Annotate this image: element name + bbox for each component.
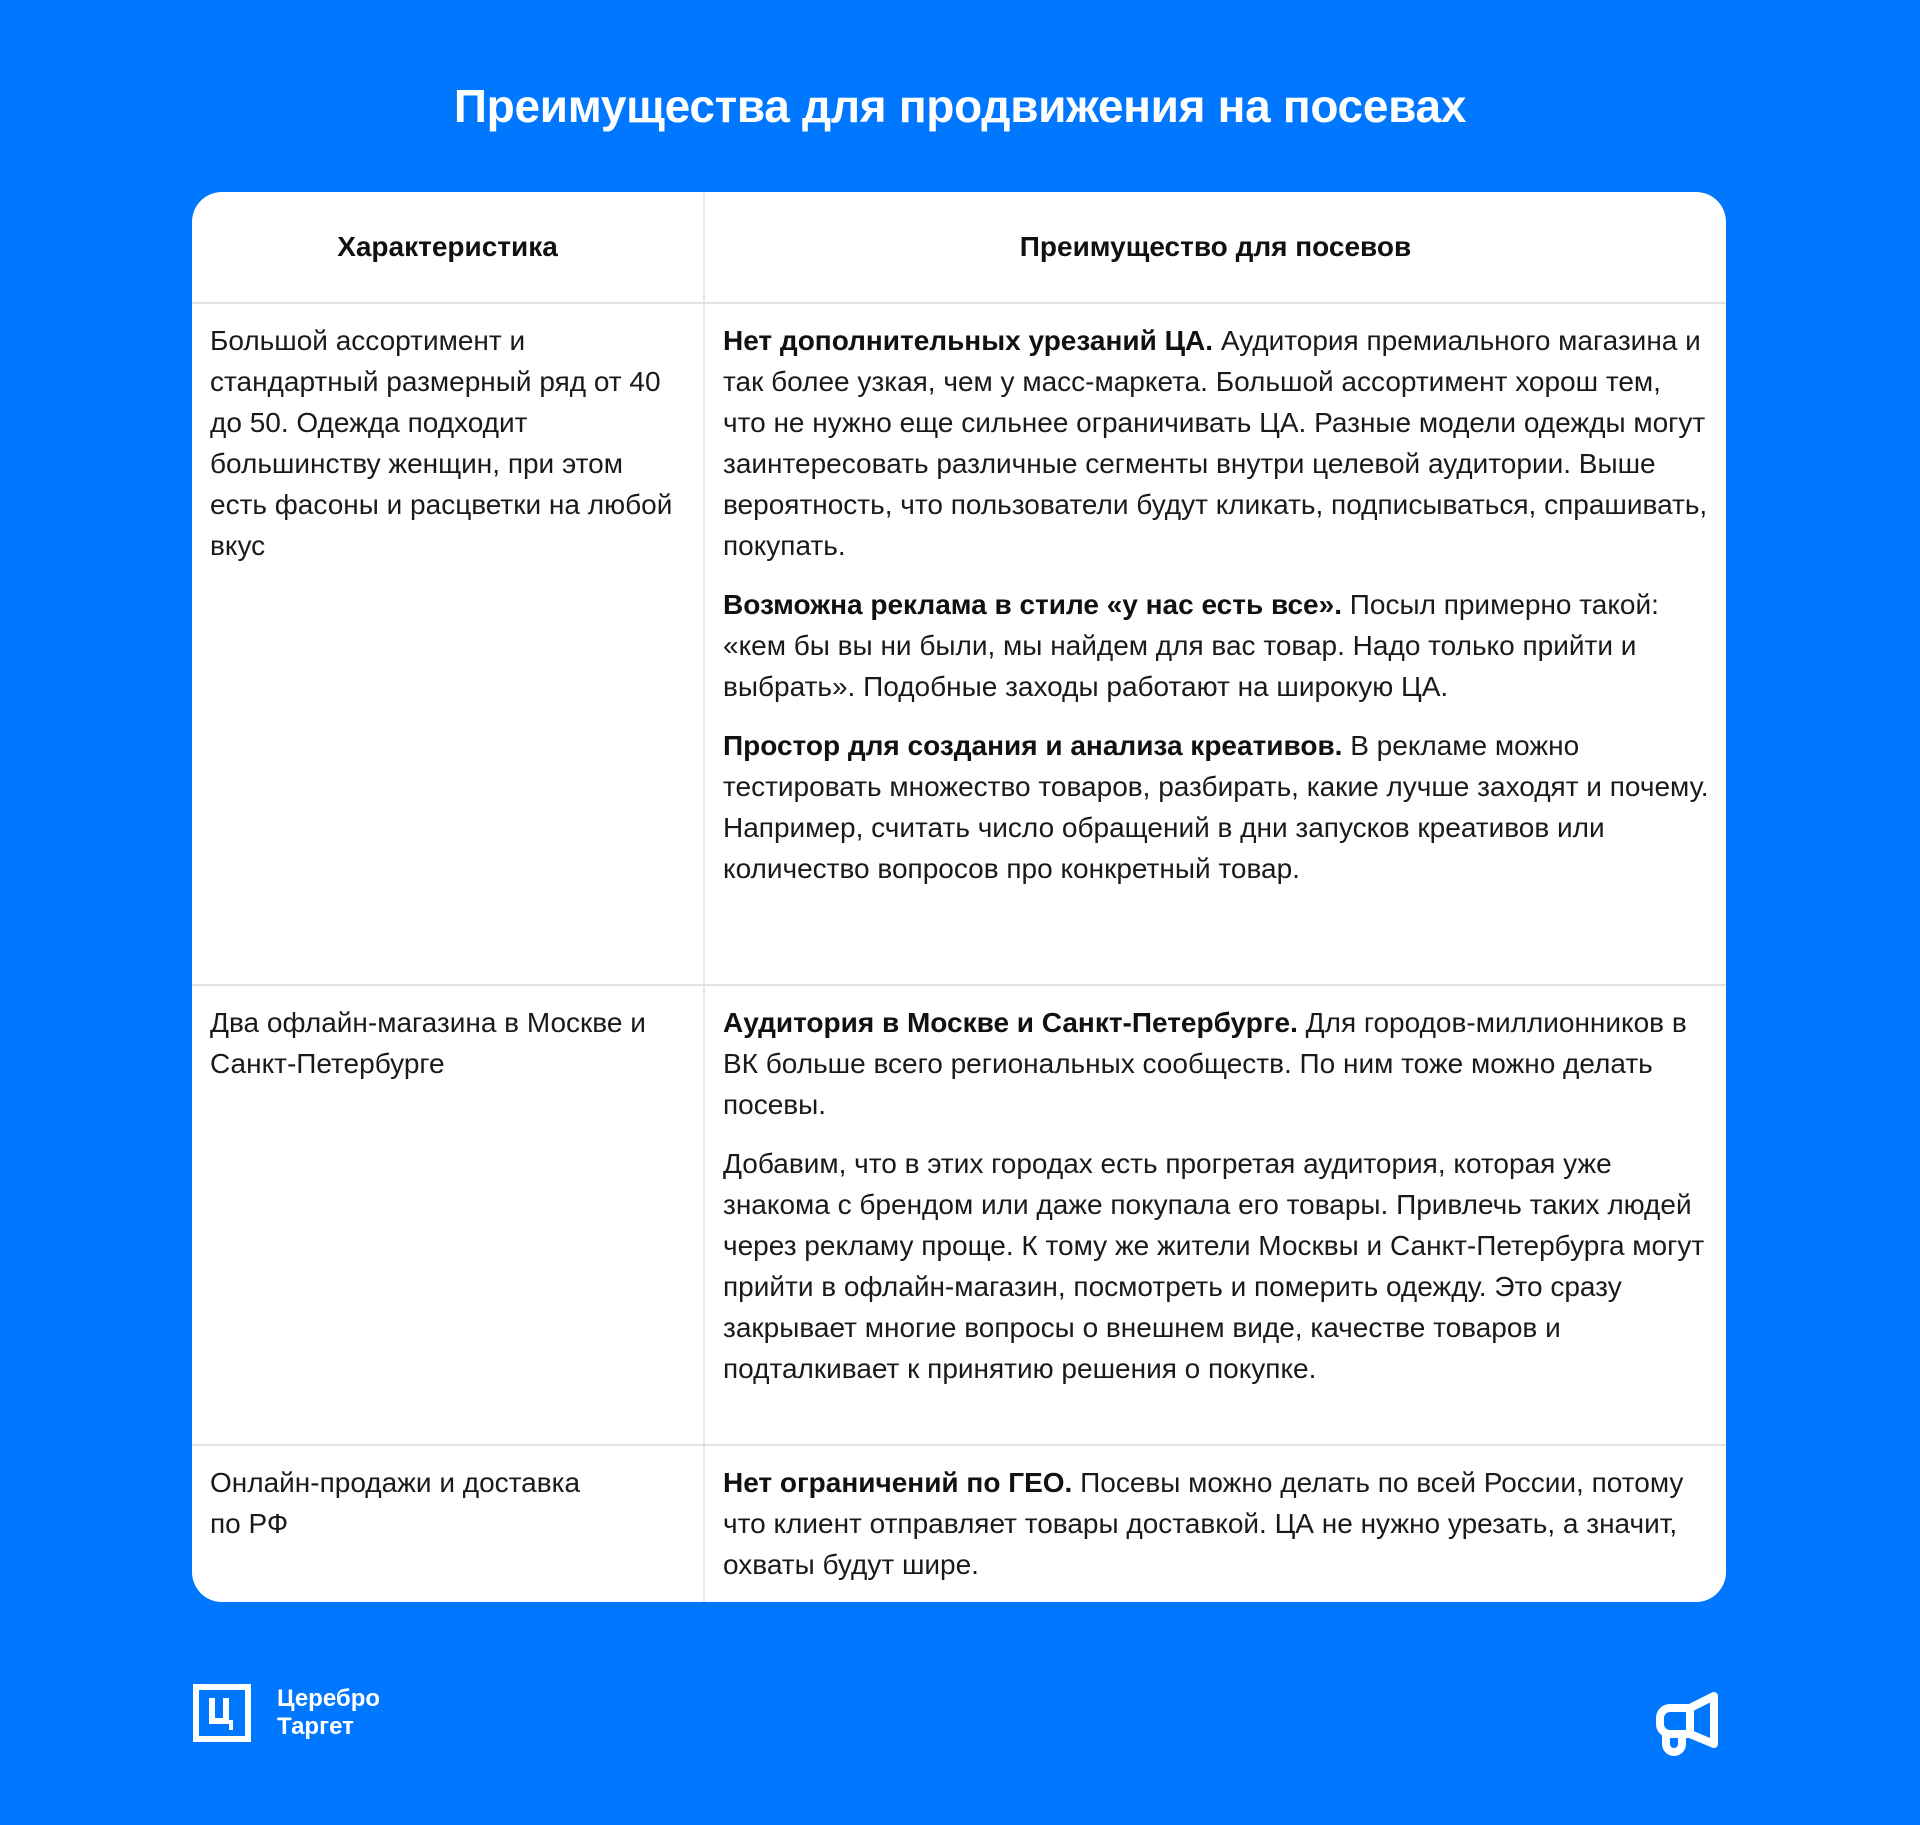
- advantage-paragraph: [723, 1462, 1710, 1585]
- logo-wordmark: [277, 1685, 380, 1741]
- characteristic-cell: Два офлайн-магазина в Москве и Санкт-Петербурге: [192, 985, 704, 1445]
- advantage-heading: Нет дополнительных урезаний ЦА.: [723, 325, 1214, 356]
- table-row: [192, 985, 1726, 1445]
- advantage-heading: Нет ограничений по ГЕО.: [723, 1467, 1073, 1498]
- megaphone-icon: [1646, 1682, 1726, 1762]
- table-row: [192, 1445, 1726, 1602]
- advantage-text: Посевы можно делать по всей России, потому что клиент отправляет товары доставкой. ЦА не нужно урезать, а значит, охваты будут шире.: [723, 1467, 1684, 1580]
- logo-line-1: Церебро: [277, 1685, 381, 1712]
- advantage-heading: Возможна реклама в стиле «у нас есть все».: [723, 589, 1342, 620]
- advantage-cell: [704, 985, 1726, 1445]
- advantage-heading: Простор для создания и анализа креативов.: [723, 730, 1343, 761]
- table-row: [192, 303, 1726, 985]
- advantage-paragraph: [723, 725, 1710, 889]
- advantage-text: Добавим, что в этих городах есть прогретая аудитория, которая уже знакома с брендом или даже покупала его товары. Привлечь таких людей через рекламу проще. К тому же жители Москвы и Санкт-Петербурга могут прийти в офлайн-магазин, посмотреть и померить одежду. Это сразу закрывает многие вопросы о внешнем виде, качестве товаров и подталкивает к принятию решения о покупке.: [723, 1148, 1705, 1384]
- advantage-paragraph: [723, 1002, 1710, 1125]
- column-header-characteristic: Характеристика: [192, 192, 704, 303]
- advantage-text: В рекламе можно тестировать множество товаров, разбирать, какие лучше заходят и почему. Например, считать число обращений в дни запусков креативов или количество вопросов про конкретный товар.: [723, 730, 1709, 884]
- brand-logo: [193, 1684, 380, 1742]
- logo-mark-icon: [193, 1684, 251, 1742]
- table-header-row: [192, 192, 1726, 303]
- comparison-table: [192, 192, 1726, 1602]
- advantage-text: Для городов-миллионников в ВК больше всего региональных сообществ. По ним тоже можно делать посевы.: [723, 1007, 1687, 1120]
- characteristic-cell: Большой ассортимент и стандартный размерный ряд от 40 до 50. Одежда подходит большинству женщин, при этом есть фасоны и расцветки на любой вкус: [192, 303, 704, 985]
- advantage-paragraph: [723, 584, 1710, 707]
- advantage-text: Аудитория премиального магазина и так более узкая, чем у масс-маркета. Большой ассортимент хорош тем, что не нужно еще сильнее ограничивать ЦА. Разные модели одежды могут заинтересовать различные сегменты внутри целевой аудитории. Выше вероятность, что пользователи будут кликать, подписываться, спрашивать, покупать.: [723, 325, 1708, 561]
- logo-line-2: Таргет: [277, 1713, 354, 1740]
- advantage-paragraph: [723, 320, 1710, 566]
- characteristic-cell: Онлайн-продажи и доставка по РФ: [192, 1445, 704, 1602]
- advantage-heading: Аудитория в Москве и Санкт-Петербурге.: [723, 1007, 1298, 1038]
- advantage-cell: [704, 303, 1726, 985]
- column-header-advantage: Преимущество для посевов: [704, 192, 1726, 303]
- advantage-cell: [704, 1445, 1726, 1602]
- comparison-table-card: [192, 192, 1726, 1602]
- advantage-paragraph: [723, 1143, 1710, 1389]
- page-title: Преимущества для продвижения на посевах: [453, 80, 1467, 132]
- advantage-text: Посыл примерно такой: «кем бы вы ни были, мы найдем для вас товар. Надо только прийти и выбрать». Подобные заходы работают на широкую ЦА.: [723, 589, 1659, 702]
